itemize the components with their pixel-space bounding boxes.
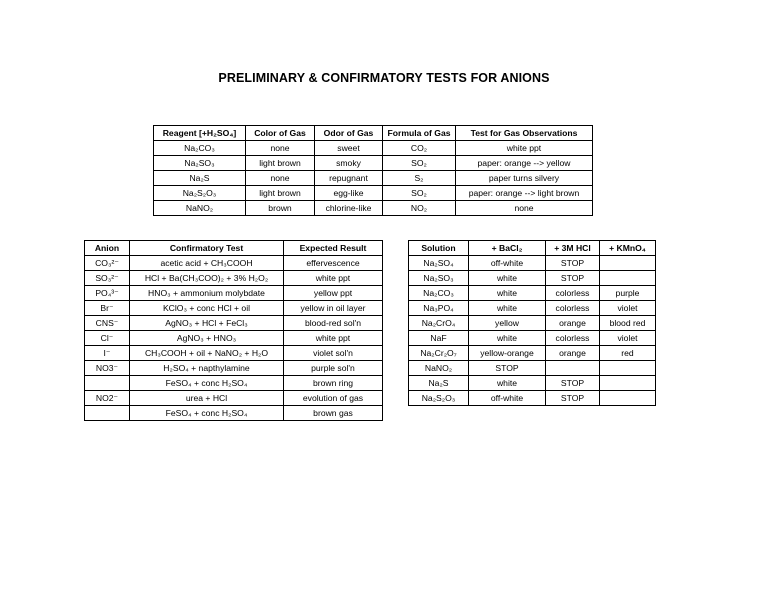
- table-row: [85, 406, 383, 421]
- table-cell: Na₂SO₄: [409, 256, 469, 271]
- table-row: [409, 256, 656, 271]
- table-cell: brown ring: [284, 376, 383, 391]
- table-cell: white: [469, 271, 546, 286]
- table-cell: Na₂S₂O₃: [154, 186, 246, 201]
- table-cell: HNO₃ + ammonium molybdate: [130, 286, 284, 301]
- table-row: [85, 256, 383, 271]
- table-header-row: [85, 241, 383, 256]
- table-cell: STOP: [546, 271, 600, 286]
- table-cell: FeSO₄ + conc H₂SO₄: [130, 376, 284, 391]
- table-cell: STOP: [546, 376, 600, 391]
- column-header: + BaCl₂: [469, 241, 546, 256]
- table-cell: paper: orange --> yellow: [456, 156, 593, 171]
- table-row: [85, 361, 383, 376]
- table-cell: paper turns silvery: [456, 171, 593, 186]
- table-cell: SO₃²⁻: [85, 271, 130, 286]
- table-header-row: [409, 241, 656, 256]
- table-cell: yellow-orange: [469, 346, 546, 361]
- table-cell: colorless: [546, 286, 600, 301]
- table-cell: white ppt: [284, 331, 383, 346]
- table-row: [85, 391, 383, 406]
- table-header-row: [154, 126, 593, 141]
- table-cell: none: [456, 201, 593, 216]
- table-cell: SO₂: [383, 156, 456, 171]
- table-cell: CNS⁻: [85, 316, 130, 331]
- table-cell: CH₃COOH + oil + NaNO₂ + H₂O: [130, 346, 284, 361]
- table-cell: acetic acid + CH₃COOH: [130, 256, 284, 271]
- table-cell: yellow: [469, 316, 546, 331]
- table-cell: STOP: [469, 361, 546, 376]
- table-cell: white: [469, 331, 546, 346]
- table-cell: none: [246, 141, 315, 156]
- table-cell: light brown: [246, 186, 315, 201]
- solution-tests-table: [408, 240, 656, 406]
- table-row: [409, 286, 656, 301]
- table-cell: colorless: [546, 301, 600, 316]
- preliminary-tests-table: [153, 125, 593, 216]
- table-row: [409, 346, 656, 361]
- column-header: Anion: [85, 241, 130, 256]
- table-row: [154, 171, 593, 186]
- table-cell: egg-like: [315, 186, 383, 201]
- table-cell: purple sol'n: [284, 361, 383, 376]
- table-row: [409, 316, 656, 331]
- table-cell: NaNO₂: [154, 201, 246, 216]
- table-cell: purple: [600, 286, 656, 301]
- table-cell: brown gas: [284, 406, 383, 421]
- table-cell: off-white: [469, 391, 546, 406]
- table-cell: white ppt: [284, 271, 383, 286]
- table-cell: Na₂CO₃: [154, 141, 246, 156]
- table-cell: none: [246, 171, 315, 186]
- table-cell: light brown: [246, 156, 315, 171]
- table-cell: Na₂Cr₂O₇: [409, 346, 469, 361]
- table-cell: Na₂CrO₄: [409, 316, 469, 331]
- table-cell: I⁻: [85, 346, 130, 361]
- table-cell: [600, 391, 656, 406]
- table-row: [154, 156, 593, 171]
- table-cell: SO₂: [383, 186, 456, 201]
- table-cell: CO₂: [383, 141, 456, 156]
- table-cell: yellow in oil layer: [284, 301, 383, 316]
- table-cell: violet: [600, 301, 656, 316]
- table-cell: [85, 376, 130, 391]
- table-cell: PO₄³⁻: [85, 286, 130, 301]
- column-header: + 3M HCl: [546, 241, 600, 256]
- table-cell: repugnant: [315, 171, 383, 186]
- table-cell: violet sol'n: [284, 346, 383, 361]
- table-cell: urea + HCl: [130, 391, 284, 406]
- table-cell: Na₂CO₃: [409, 286, 469, 301]
- table-cell: NaNO₂: [409, 361, 469, 376]
- confirmatory-tests-table: [84, 240, 383, 421]
- column-header: Solution: [409, 241, 469, 256]
- table-cell: brown: [246, 201, 315, 216]
- table-row: [154, 186, 593, 201]
- column-header: Confirmatory Test: [130, 241, 284, 256]
- table-cell: CO₃²⁻: [85, 256, 130, 271]
- column-header: Color of Gas: [246, 126, 315, 141]
- table-cell: AgNO₃ + HNO₃: [130, 331, 284, 346]
- table-cell: colorless: [546, 331, 600, 346]
- column-header: Test for Gas Observations: [456, 126, 593, 141]
- table-cell: S₂: [383, 171, 456, 186]
- table-cell: orange: [546, 346, 600, 361]
- table-cell: [600, 256, 656, 271]
- table-row: [85, 316, 383, 331]
- table-cell: [600, 376, 656, 391]
- table-cell: effervescence: [284, 256, 383, 271]
- table-cell: [600, 361, 656, 376]
- table-row: [85, 286, 383, 301]
- column-header: Odor of Gas: [315, 126, 383, 141]
- table-cell: evolution of gas: [284, 391, 383, 406]
- table-cell: orange: [546, 316, 600, 331]
- table-cell: sweet: [315, 141, 383, 156]
- table-row: [85, 376, 383, 391]
- table-cell: Na₂S₂O₃: [409, 391, 469, 406]
- table-cell: paper: orange --> light brown: [456, 186, 593, 201]
- table-cell: white ppt: [456, 141, 593, 156]
- table-cell: Na₂SO₃: [409, 271, 469, 286]
- table-row: [409, 376, 656, 391]
- table-row: [409, 361, 656, 376]
- table-row: [85, 331, 383, 346]
- page-title: PRELIMINARY & CONFIRMATORY TESTS FOR ANIONS: [218, 71, 550, 85]
- table-cell: HCl + Ba(CH₃COO)₂ + 3% H₂O₂: [130, 271, 284, 286]
- table-cell: [600, 271, 656, 286]
- table-cell: [85, 406, 130, 421]
- table-row: [154, 141, 593, 156]
- table-cell: FeSO₄ + conc H₂SO₄: [130, 406, 284, 421]
- column-header: Expected Result: [284, 241, 383, 256]
- table-cell: STOP: [546, 256, 600, 271]
- column-header: + KMnO₄: [600, 241, 656, 256]
- table-cell: KClO₃ + conc HCl + oil: [130, 301, 284, 316]
- table-cell: NO3⁻: [85, 361, 130, 376]
- table-cell: blood-red sol'n: [284, 316, 383, 331]
- table-cell: Br⁻: [85, 301, 130, 316]
- table-cell: Na₂S: [154, 171, 246, 186]
- table-cell: blood red: [600, 316, 656, 331]
- table-cell: chlorine-like: [315, 201, 383, 216]
- table-cell: Na₂SO₃: [154, 156, 246, 171]
- table-cell: white: [469, 301, 546, 316]
- table-cell: white: [469, 376, 546, 391]
- table-cell: H₂SO₄ + napthylamine: [130, 361, 284, 376]
- table-cell: red: [600, 346, 656, 361]
- table-cell: yellow ppt: [284, 286, 383, 301]
- table-cell: NO₂: [383, 201, 456, 216]
- table-cell: white: [469, 286, 546, 301]
- table-row: [409, 331, 656, 346]
- table-row: [85, 271, 383, 286]
- table-row: [409, 301, 656, 316]
- table-row: [154, 201, 593, 216]
- table-cell: Cl⁻: [85, 331, 130, 346]
- table-cell: smoky: [315, 156, 383, 171]
- table-cell: Na₃PO₄: [409, 301, 469, 316]
- table-cell: STOP: [546, 391, 600, 406]
- column-header: Formula of Gas: [383, 126, 456, 141]
- table-row: [409, 271, 656, 286]
- table-cell: AgNO₃ + HCl + FeCl₃: [130, 316, 284, 331]
- table-cell: NO2⁻: [85, 391, 130, 406]
- table-cell: violet: [600, 331, 656, 346]
- table-cell: [546, 361, 600, 376]
- table-row: [85, 301, 383, 316]
- table-cell: off-white: [469, 256, 546, 271]
- table-cell: Na₂S: [409, 376, 469, 391]
- column-header: Reagent [+H₂SO₄]: [154, 126, 246, 141]
- table-row: [409, 391, 656, 406]
- table-row: [85, 346, 383, 361]
- table-cell: NaF: [409, 331, 469, 346]
